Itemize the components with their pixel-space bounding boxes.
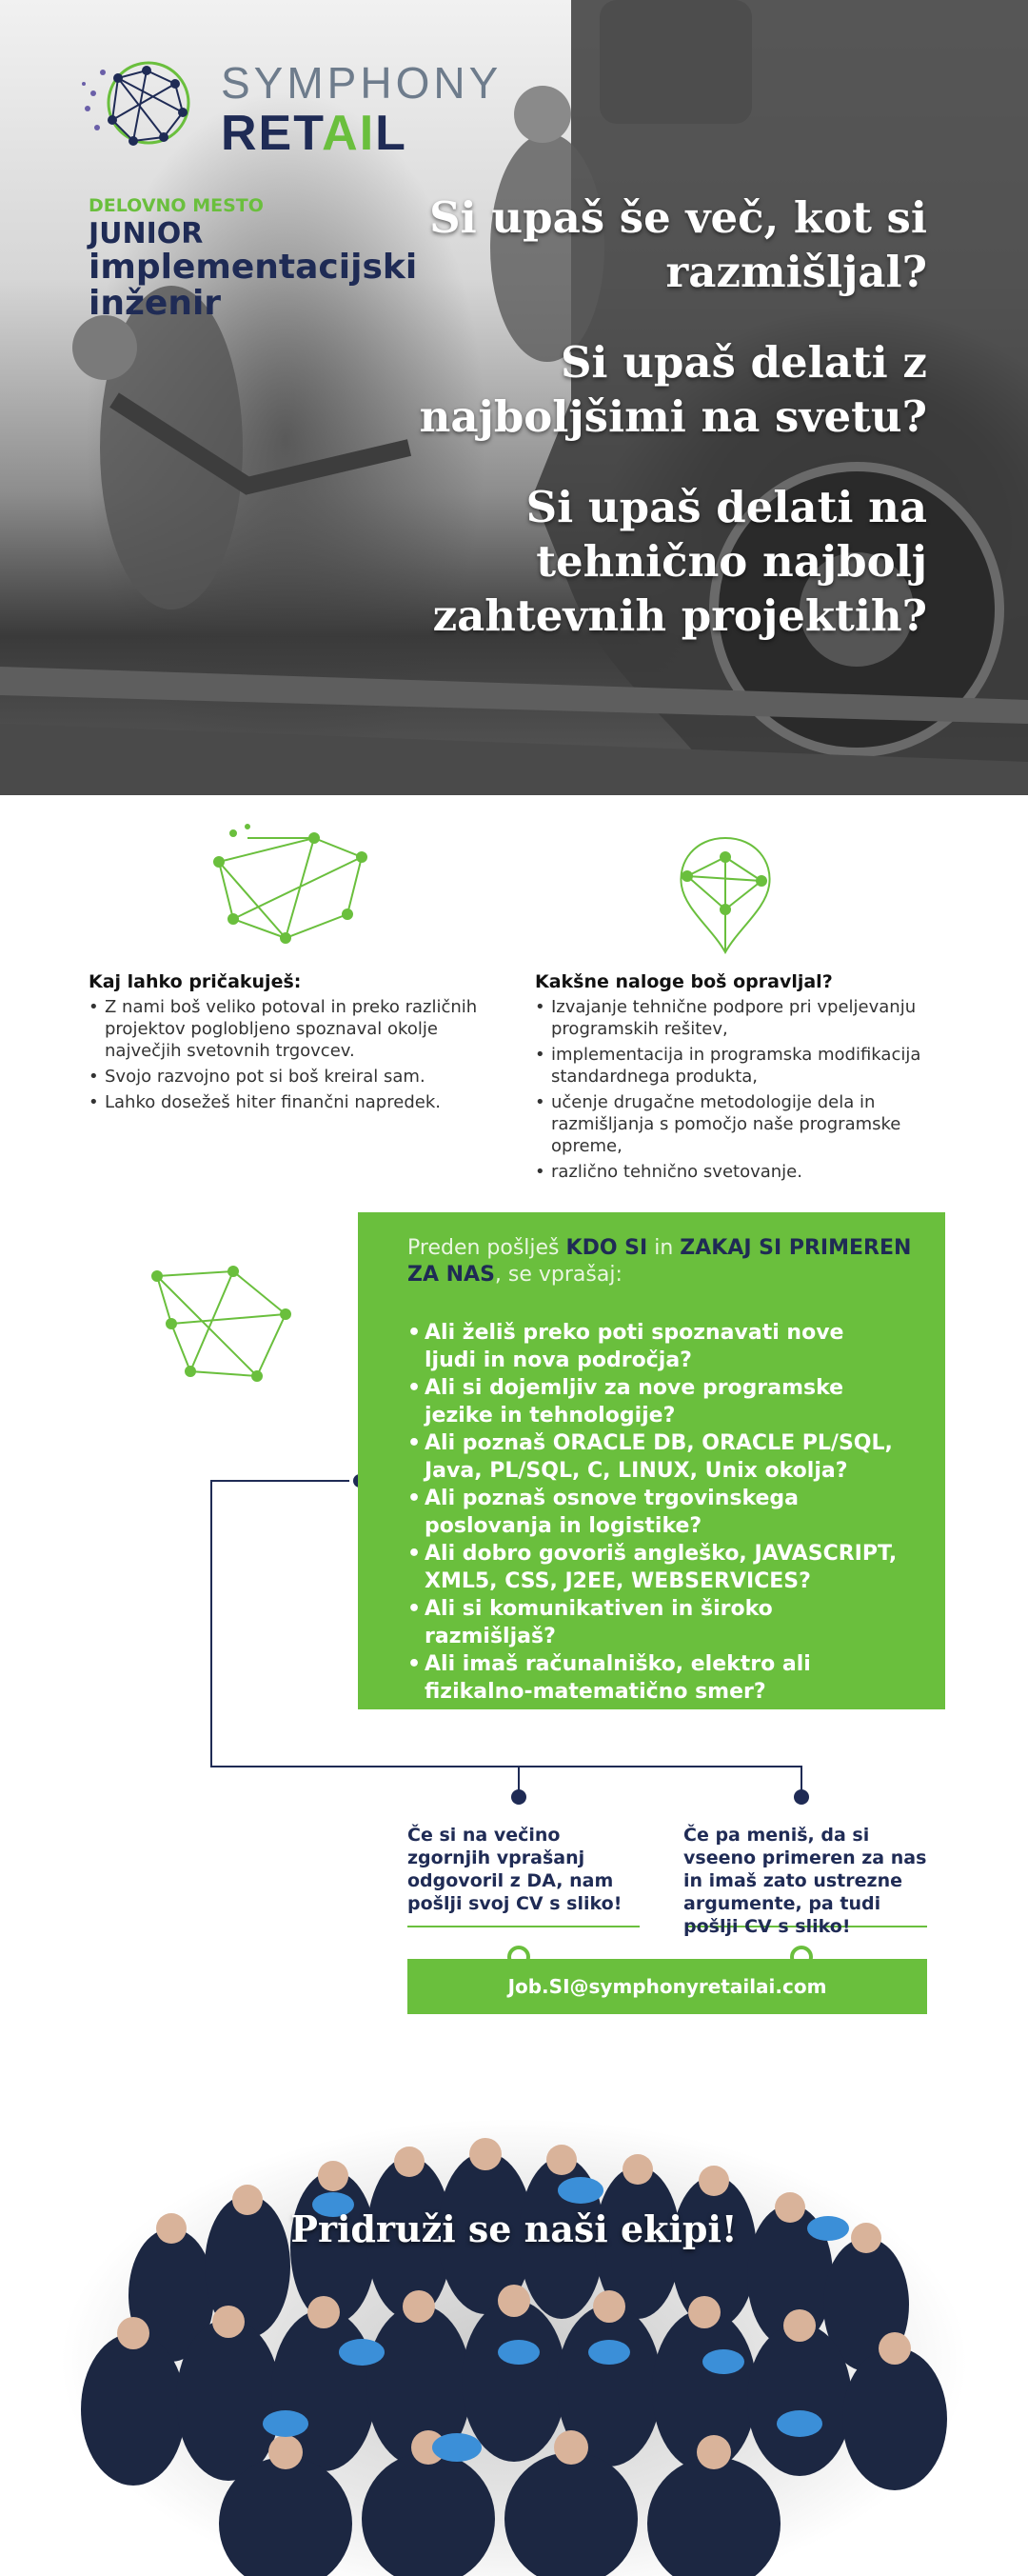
self-check-questions	[407, 1319, 902, 1706]
list-item: • Ali dobro govoriš angleško, JAVASCRIPT, XML5, CSS, J2EE, WEBSERVICES?	[407, 1540, 902, 1595]
list-item: • Z nami boš veliko potoval in preko različnih projektov poglobljeno spoznaval okolje največjih svetovnih trgovcev.	[89, 996, 498, 1062]
self-check-intro: Preden pošlješ KDO SI in ZAKAJ SI PRIMEREN ZA NAS, se vprašaj:	[407, 1236, 912, 1287]
list-item: • Ali si komunikativen in široko razmišljaš?	[407, 1595, 902, 1650]
team-headline: Pridruži se naši ekipi!	[290, 2207, 738, 2250]
list-item: • Ali imaš računalniško, elektro ali fizikalno-matematično smer?	[407, 1650, 902, 1706]
list-item: • Izvajanje tehnične podpore pri vpeljevanju programskih rešitev,	[535, 996, 954, 1040]
list-item: • različno tehnično svetovanje.	[535, 1161, 954, 1183]
answer-no: Če pa meniš, da si vseeno primeren za nas in imaš zato ustrezne argumente, pa tudi pošlji CV s sliko!	[683, 1825, 927, 1937]
list-item: • Ali si dojemljiv za nove programske jezike in tehnologije?	[407, 1374, 902, 1429]
list-item: • Lahko dosežeš hiter finančni napredek.	[89, 1091, 498, 1113]
connector-dot	[511, 1789, 526, 1805]
job-title: implementacijski inženir	[89, 248, 418, 323]
hero-question: Si upaš še več, kot si razmišljal?	[429, 192, 927, 297]
team-group-illustration	[0, 2047, 1028, 2576]
logo-retail-text: RETAIL	[221, 106, 407, 161]
contact-email-link[interactable]: Job.SI@symphonyretailai.com	[407, 1959, 927, 2014]
list-item: • Svojo razvojno pot si boš kreiral sam.	[89, 1066, 498, 1088]
team-photo	[0, 2047, 1028, 2576]
list-item: • Ali poznaš osnove trgovinskega poslovanja in logistike?	[407, 1485, 902, 1540]
list-item: • učenje drugačne metodologije dela in razmišljanja s pomočjo naše programske opreme,	[535, 1091, 954, 1157]
list-item: • Ali poznaš ORACLE DB, ORACLE PL/SQL, Java, PL/SQL, C, LINUX, Unix okolja?	[407, 1429, 902, 1485]
answer-yes: Če si na večino zgornjih vprašanj odgovoril z DA, nam pošlji svoj CV s sliko!	[407, 1825, 623, 1914]
hero-question: Si upaš delati z najboljšimi na svetu?	[419, 337, 927, 442]
hero-question: Si upaš delati na tehnično najbolj zahtevnih projektih?	[432, 482, 927, 641]
tasks-heading: Kakšne naloge boš opravljal?	[535, 971, 833, 992]
job-level: JUNIOR	[89, 217, 204, 250]
expectations-heading: Kaj lahko pričakuješ:	[89, 971, 302, 992]
list-item: • implementacija in programska modifikacija standardnega produkta,	[535, 1044, 954, 1088]
job-kicker: DELOVNO MESTO	[89, 195, 264, 216]
logo-symphony-text: SYMPHONY	[221, 58, 503, 108]
list-item: • Ali želiš preko poti spoznavati nove ljudi in nova področja?	[407, 1319, 902, 1374]
self-check-box	[358, 1212, 945, 1709]
connector-dot	[794, 1789, 809, 1805]
